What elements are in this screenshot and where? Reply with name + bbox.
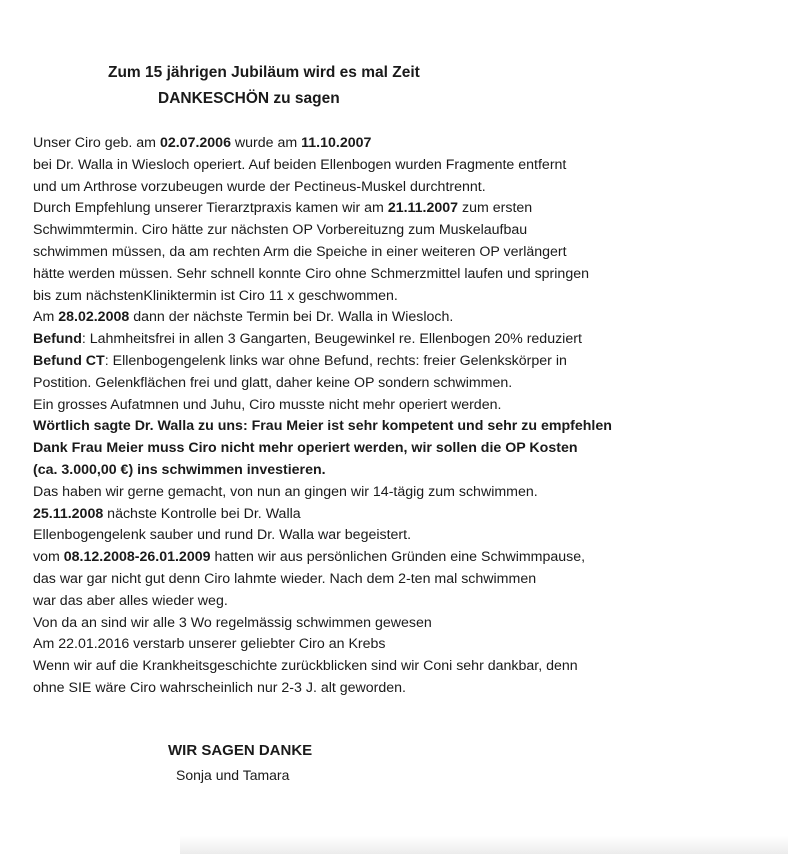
bold-text: Dank Frau Meier muss Ciro nicht mehr operiert werden, wir sollen die OP Kosten <box>33 440 578 457</box>
body-text-segment: Wenn wir auf die Krankheitsgeschichte zurückblicken sind wir Coni sehr dankbar, denn <box>33 658 578 675</box>
body-line <box>33 656 783 678</box>
body-line <box>33 395 783 417</box>
body-line <box>33 482 783 504</box>
body-line <box>33 416 783 438</box>
body-line <box>33 307 783 329</box>
body-text-segment: Ein grosses Aufatmnen und Juhu, Ciro musste nicht mehr operiert werden. <box>33 396 502 413</box>
body-text-segment: Das haben wir gerne gemacht, von nun an gingen wir 14-tägig zum schwimmen. <box>33 483 538 500</box>
body-line <box>33 220 783 242</box>
body-text-segment: Schwimmtermin. Ciro hätte zur nächsten OP Vorbereituzng zum Muskelaufbau <box>33 222 528 239</box>
body-line <box>33 329 783 351</box>
body-line <box>33 569 783 591</box>
closing-heading: WIR SAGEN DANKE <box>168 742 313 759</box>
body-line <box>33 155 783 177</box>
body-text-segment: und um Arthrose vorzubeugen wurde der Pectineus-Muskel durchtrennt. <box>33 178 486 195</box>
body-line <box>33 242 783 264</box>
body-text-segment: wurde am <box>230 135 302 151</box>
body-line <box>33 264 783 286</box>
body-text-segment: Postition. Gelenkflächen frei und glatt, daher keine OP sondern schwimmen. <box>33 374 513 391</box>
bold-text: Wörtlich sagte Dr. Walla zu uns: Frau Meier ist sehr kompetent und sehr zu empfehlen <box>33 418 612 435</box>
body-text-segment: das war gar nicht gut denn Ciro lahmte wieder. Nach dem 2-ten mal schwimmen <box>33 570 537 587</box>
body-text-segment: Unser Ciro geb. am <box>33 135 160 151</box>
body-line <box>33 591 783 613</box>
body-text-segment: war das aber alles wieder weg. <box>33 592 228 609</box>
body-line <box>33 438 783 460</box>
body-line <box>33 133 783 155</box>
page-shadow <box>180 836 788 854</box>
body-line <box>33 198 783 220</box>
body-text-segment: Am <box>33 309 59 326</box>
bold-text: 02.07.2006 <box>159 135 231 151</box>
body-line <box>33 678 783 700</box>
title-line-1: Zum 15 jährigen Jubiläum wird es mal Zeit <box>108 64 420 81</box>
bold-text: (ca. 3.000,00 €) ins schwimmen investieren. <box>33 461 326 478</box>
body-line <box>33 634 783 656</box>
letter-body <box>33 133 783 700</box>
body-text-segment: zum ersten <box>458 200 533 217</box>
bold-text: 25.11.2008 <box>33 505 104 522</box>
body-text-segment: Durch Empfehlung unserer Tierarztpraxis kamen wir am <box>33 200 388 217</box>
body-text-segment: Am 22.01.2016 verstarb unserer geliebter Ciro an Krebs <box>33 636 386 653</box>
body-line <box>33 460 783 482</box>
signature: Sonja und Tamara <box>176 767 290 783</box>
body-text-segment: Von da an sind wir alle 3 Wo regelmässig schwimmen gewesen <box>33 614 432 631</box>
bold-text: 21.11.2007 <box>387 200 459 217</box>
body-text-segment: bei Dr. Walla in Wiesloch operiert. Auf beiden Ellenbogen wurden Fragmente entfernt <box>33 156 567 173</box>
body-text-segment: : Ellenbogengelenk links war ohne Befund, rechts: freier Gelenkskörper in <box>104 352 567 369</box>
body-line <box>33 373 783 395</box>
body-line <box>33 613 783 635</box>
body-text-segment: nächste Kontrolle bei Dr. Walla <box>103 505 301 522</box>
body-text-segment: : Lahmheitsfrei in allen 3 Gangarten, Beugewinkel re. Ellenbogen 20% reduziert <box>81 331 582 348</box>
body-text-segment: hatten wir aus persönlichen Gründen eine Schwimmpause, <box>210 549 586 566</box>
bold-text: Befund CT <box>33 352 105 369</box>
bold-text: 08.12.2008-26.01.2009 <box>63 549 211 566</box>
bold-text: 11.10.2007 <box>301 135 372 151</box>
body-text-segment: hätte werden müssen. Sehr schnell konnte Ciro ohne Schmerzmittel laufen und springen <box>33 265 589 282</box>
body-line <box>33 525 783 547</box>
bold-text: 28.02.2008 <box>58 309 130 326</box>
body-text-segment: Ellenbogengelenk sauber und rund Dr. Walla war begeistert. <box>33 527 412 544</box>
body-line <box>33 177 783 199</box>
body-text-segment: schwimmen müssen, da am rechten Arm die Speiche in einer weiteren OP verlängert <box>33 243 567 260</box>
bold-text: Befund <box>33 331 82 348</box>
body-text-segment: dann der nächste Termin bei Dr. Walla in Wiesloch. <box>129 309 454 326</box>
body-line <box>33 547 783 569</box>
title-line-2: DANKESCHÖN zu sagen <box>158 90 340 107</box>
body-text-segment: ohne SIE wäre Ciro wahrscheinlich nur 2-3 J. alt geworden. <box>33 679 407 696</box>
body-text-segment: vom <box>33 549 64 566</box>
body-text-segment: bis zum nächstenKliniktermin ist Ciro 11 x geschwommen. <box>33 287 398 304</box>
body-line <box>33 286 783 308</box>
body-line <box>33 351 783 373</box>
body-line <box>33 504 783 526</box>
